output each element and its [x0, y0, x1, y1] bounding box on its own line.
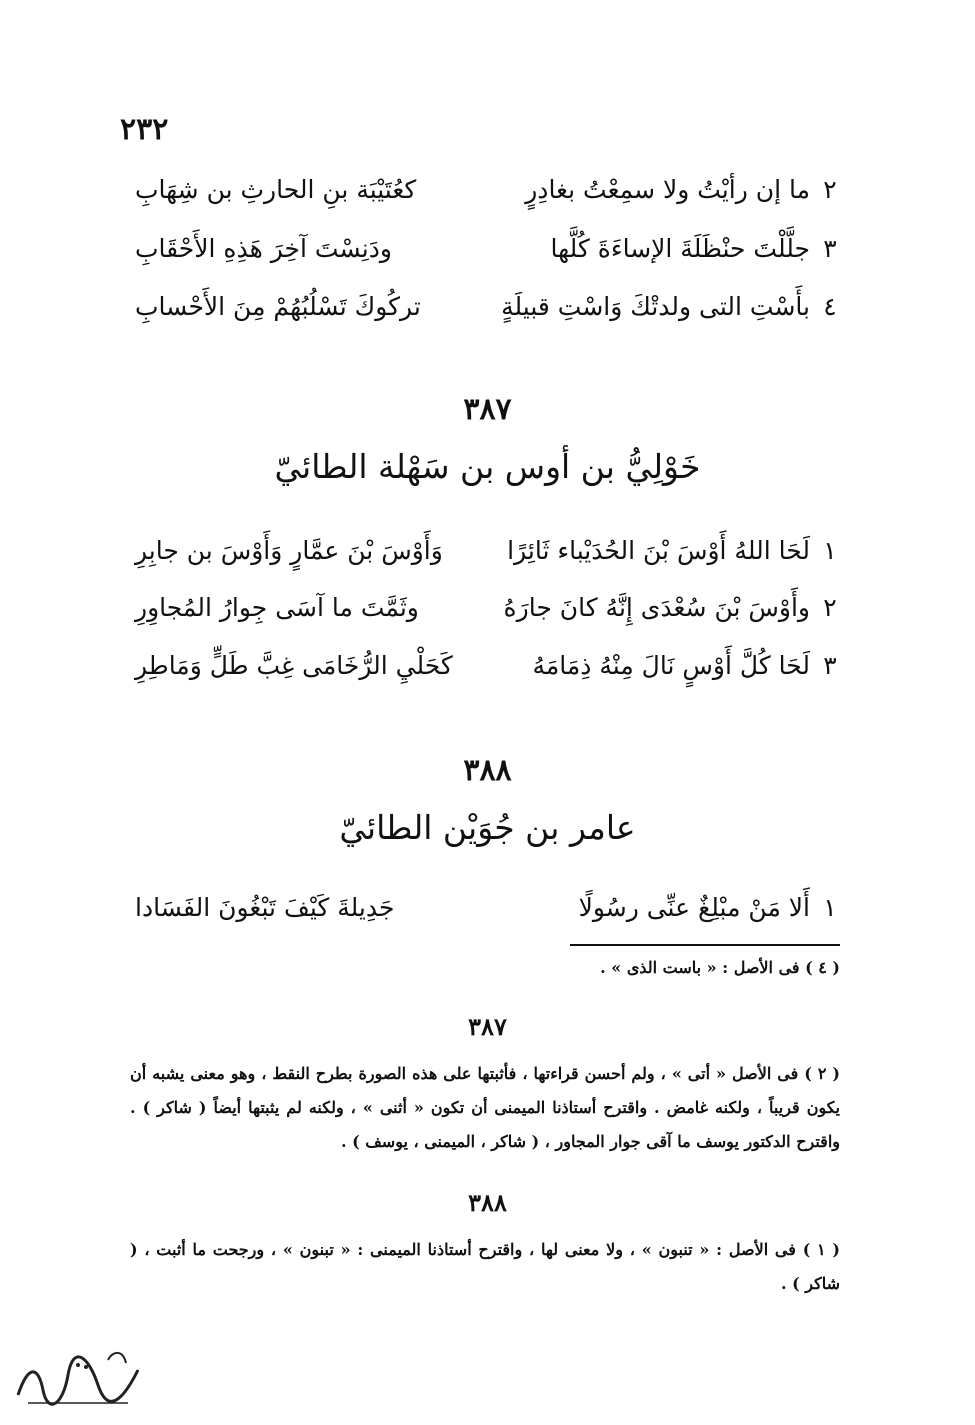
verse-second-hemistich: تركُوكَ تَسْلُبُهُمْ مِنَ الأَحْسابِ	[135, 291, 421, 321]
verse-number: ٣	[823, 233, 837, 263]
footnote-prev: ( ٤ ) فى الأصل : « باست الذى » .	[600, 958, 840, 977]
footnote-section-number: ٣٨٧	[468, 1012, 507, 1041]
verse-first-hemistich: أَلا مَنْ مبْلِغٌ عنِّى رسُولًا	[578, 892, 810, 922]
footnote-divider	[570, 944, 840, 946]
verse-number: ١	[823, 892, 837, 922]
verse-first-hemistich: بأَسْتِ التى ولدتْكَ وَاسْتِ قبيلَةٍ	[501, 291, 810, 321]
section-number: ٣٨٨	[463, 753, 512, 788]
verse-first-hemistich: لَحَا كُلَّ أَوْسٍ نَالَ مِنْهُ ذِمَامَهُ	[532, 650, 810, 680]
verse	[135, 882, 850, 932]
verse-first-hemistich: جلَّلْتَ حنْظَلَةَ الإساءَةَ كُلَّها	[550, 233, 810, 263]
verse-first-hemistich: وأَوْسَ بْنَ سُعْدَى إِنَّهُ كانَ جارَهُ	[503, 592, 810, 622]
verse	[135, 640, 850, 690]
page-number: ٢٣٢	[120, 112, 169, 147]
verse-number: ١	[823, 535, 837, 565]
verse-number: ٤	[823, 291, 837, 321]
verse-second-hemistich: جَدِيلةَ كَيْفَ تَبْغُونَ الفَسَادا	[135, 892, 395, 922]
verse-number: ٢	[823, 174, 837, 204]
verse-first-hemistich: لَحَا اللهُ أَوْسَ بْنَ الحُدَيْباء ثَائِرًا	[507, 535, 810, 565]
footnote-388: ( ١ ) فى الأصل : « تنبون » ، ولا معنى لها ، واقترح أستاذنا الميمنى : « تبنون » ، ورجحت ما أثبت ، ( شاكر ) .	[130, 1240, 840, 1293]
verse-second-hemistich: كعُتَيْبَة بنِ الحارثِ بن شِهَابِ	[135, 174, 417, 204]
verse-second-hemistich: وثَمَّتَ ما آسَى جِوارُ المُجاوِرِ	[135, 592, 419, 622]
verse	[135, 223, 850, 273]
verse-first-hemistich: ما إن رأيْتُ ولا سمِعْتُ بغادِرٍ	[525, 174, 810, 204]
verse	[135, 281, 850, 331]
poet-name: خَوْلِيُّ بن أوس بن سَهْلة الطائيّ	[274, 447, 701, 486]
verse-second-hemistich: وَأَوْسَ بْنَ عمَّارٍ وَأَوْسَ بن جابِرِ	[135, 535, 443, 565]
verse-number: ٣	[823, 650, 837, 680]
library-stamp-logo	[8, 1345, 148, 1415]
verse	[135, 525, 850, 575]
verse-number: ٢	[823, 592, 837, 622]
footnote-section-number: ٣٨٨	[468, 1188, 507, 1217]
poet-name: عامر بن جُوَيْن الطائيّ	[339, 808, 636, 847]
verse-second-hemistich: ودَنِسْتَ آخِرَ هَذِهِ الأَحْقَابِ	[135, 233, 392, 263]
verse	[135, 164, 850, 214]
verse-second-hemistich: كَحَلْيِ الرُّخَامَى غِبَّ طَلٍّ وَمَاطِرِ	[135, 650, 453, 680]
section-number: ٣٨٧	[463, 392, 512, 427]
verse	[135, 582, 850, 632]
footnote-387: ( ٢ ) فى الأصل « أتى » ، ولم أحسن قراءتها ، فأثبتها على هذه الصورة بطرح النقط ، وهو معنى يشبه أن يكون قريباً ، ولكنه غامض . واقترح أستاذنا الميمنى أن تكون « أثنى » ، ولكنه لم يثبتها أيضاً ( شاكر ) . واقترح الدكتور يوسف ما آقى جوار المجاور ، ( شاكر ، الميمنى ، يوسف ) .	[130, 1064, 841, 1151]
